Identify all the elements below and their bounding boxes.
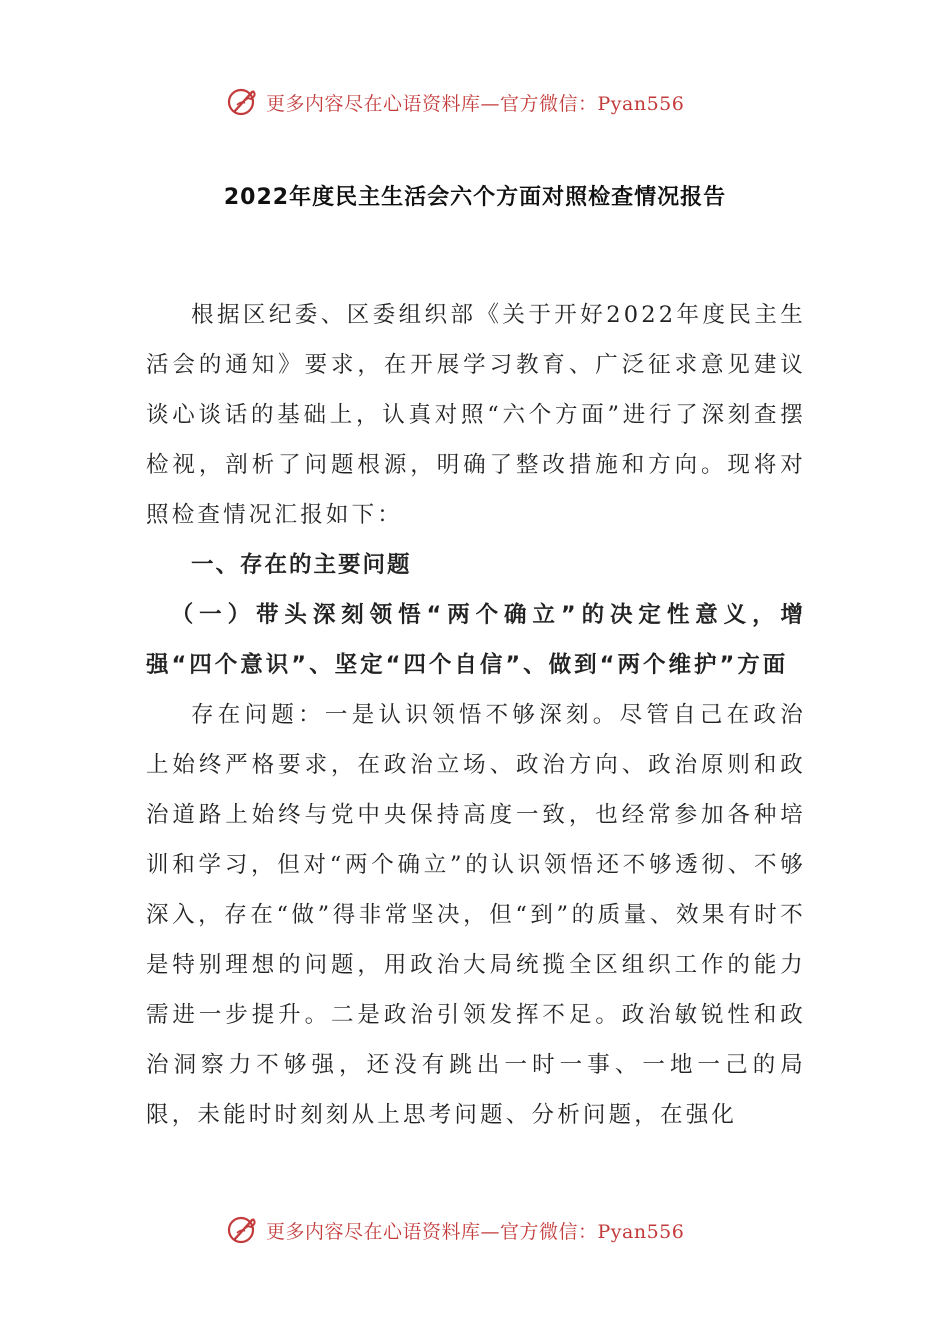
footer-watermark-banner (226, 1210, 746, 1250)
watermark-text: 更多内容尽在心语资料库—官方微信：Pyan556 (266, 92, 685, 115)
document-title: 2022年度民主生活会六个方面对照检查情况报告 (223, 185, 727, 210)
quill-logo-icon (226, 1213, 260, 1247)
document-body (146, 290, 806, 1140)
quill-logo-icon (226, 85, 260, 119)
watermark-text: 更多内容尽在心语资料库—官方微信：Pyan556 (266, 1220, 685, 1243)
subsection-heading: （一）带头深刻领悟“两个确立”的决定性意义，增强“四个意识”、坚定“四个自信”、做到“两个维护”方面 (146, 602, 806, 678)
wechat-id: Pyan556 (597, 1220, 685, 1243)
wechat-id: Pyan556 (597, 92, 685, 115)
section-heading: 一、存在的主要问题 (191, 552, 412, 578)
body-paragraph: 存在问题：一是认识领悟不够深刻。尽管自己在政治上始终严格要求，在政治立场、政治方向、政治原则和政治道路上始终与党中央保持高度一致，也经常参加各种培训和学习，但对“两个确立”的认识领悟还不够透彻、不够深入，存在“做”得非常坚决，但“到”的质量、效果有时不是特别理想的问题，用政治大局统揽全区组织工作的能力需进一步提升。二是政治引领发挥不足。政治敏锐性和政治洞察力不够强，还没有跳出一时一事、一地一己的局限，未能时时刻刻从上思考问题、分析问题，在强化 (146, 702, 806, 1128)
header-watermark-banner (226, 82, 746, 122)
intro-paragraph: 根据区纪委、区委组织部《关于开好2022年度民主生活会的通知》要求，在开展学习教育、广泛征求意见建议谈心谈话的基础上，认真对照“六个方面”进行了深刻查摆检视，剖析了问题根源，明确了整改措施和方向。现将对照检查情况汇报如下： (146, 302, 806, 528)
